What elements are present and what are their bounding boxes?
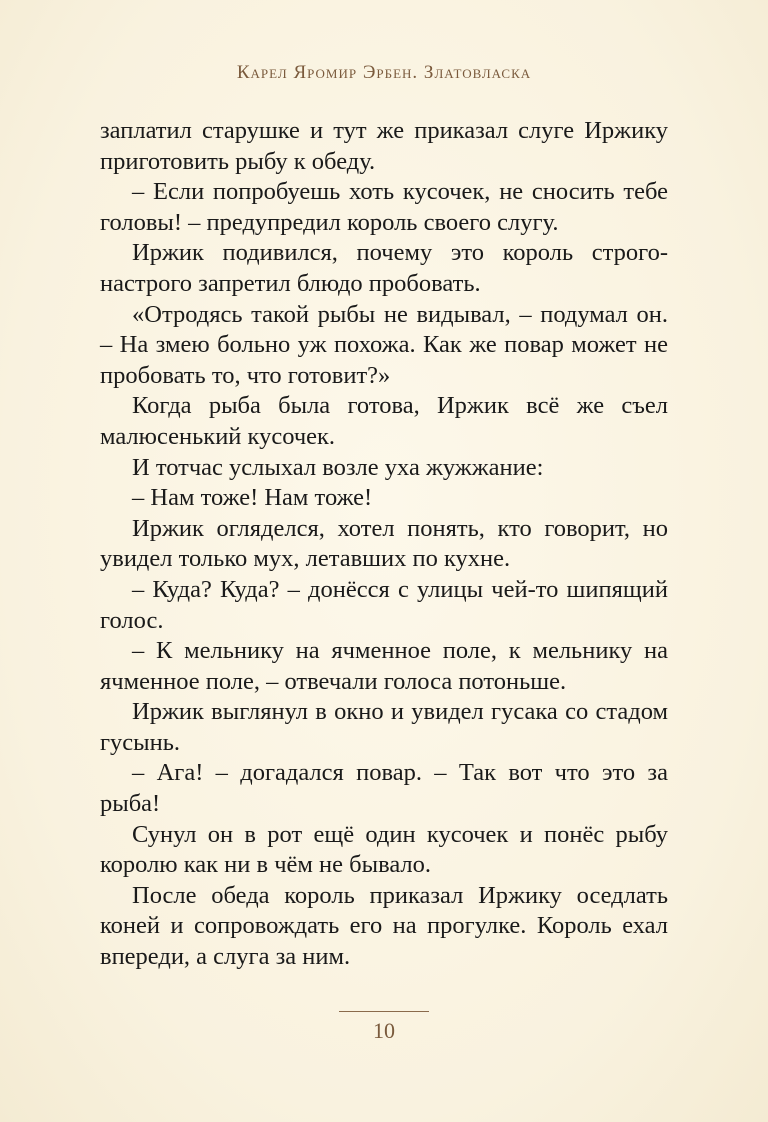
paragraph: Иржик огляделся, хотел понять, кто говорит, но увидел только мух, летавших по кухне.	[100, 514, 668, 573]
paragraph: После обеда король приказал Иржику оседлать коней и сопровождать его на прогулке. Король ехал впереди, а слуга за ним.	[100, 881, 668, 971]
running-head: Карел Яромир Эрбен. Златовласка	[236, 62, 532, 83]
paragraph: И тотчас услыхал возле уха жужжание:	[132, 453, 544, 481]
paragraph: Когда рыба была готова, Иржик всё же съел малюсенький кусочек.	[100, 392, 668, 450]
paragraph: Иржик подивился, почему это король строго-настрого запретил блюдо пробовать.	[100, 239, 668, 297]
paragraph: – Если попробуешь хоть кусочек, не сносить тебе головы! – предупредил король своего слугу.	[100, 178, 668, 236]
paragraph: – Куда? Куда? – донёсся с улицы чей-то шипящий голос.	[100, 575, 668, 634]
paragraph: Сунул он в рот ещё один кусочек и понёс рыбу королю как ни в чём не бывало.	[100, 820, 668, 879]
page-number: 10	[373, 1018, 395, 1043]
paragraph: заплатил старушке и тут же приказал слуге Иржику приготовить рыбу к обеду.	[100, 117, 668, 175]
body-text	[100, 116, 668, 973]
paragraph: «Отродясь такой рыбы не видывал, – подумал он. – На змею больно уж похожа. Как же повар может не пробовать то, что готовит?»	[100, 300, 668, 389]
paragraph: Иржик выглянул в окно и увидел гусака со стадом гусынь.	[100, 698, 668, 756]
paragraph: – Ага! – догадался повар. – Так вот что это за рыба!	[100, 759, 668, 818]
paragraph: – Нам тоже! Нам тоже!	[132, 484, 373, 512]
paragraph: – К мельнику на ячменное поле, к мельнику на ячменное поле, – отвечали голоса потоньше.	[100, 637, 668, 695]
footer-divider	[339, 1011, 429, 1012]
